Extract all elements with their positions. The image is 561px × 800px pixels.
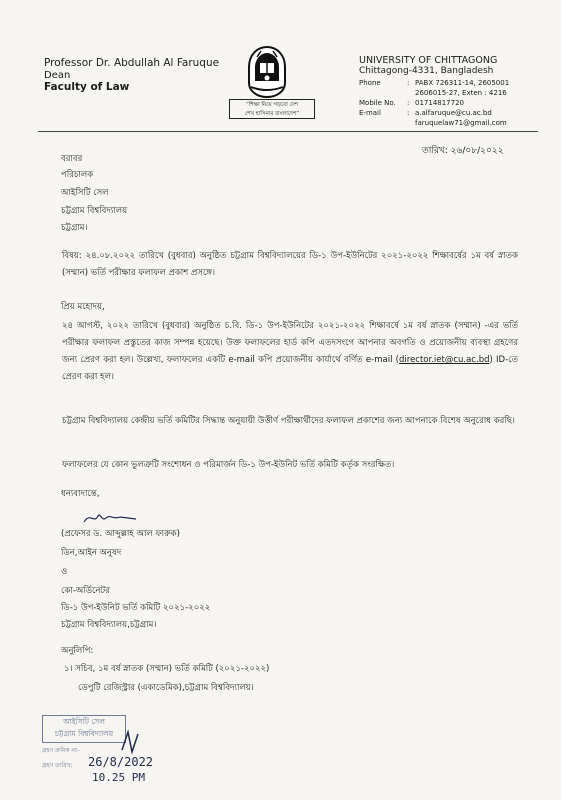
copy-to-heading: অনুলিপি: xyxy=(61,646,94,656)
dean-designation: Dean xyxy=(44,70,71,81)
stamp-initials-icon xyxy=(118,728,142,756)
signatory-role: কো-অর্ডিনেটর xyxy=(61,586,110,596)
university-address: Chittagong-4331, Bangladesh xyxy=(359,66,494,76)
signatory-name: (প্রফেসর ড. আব্দুল্লাহ আল ফারুক) xyxy=(61,529,180,539)
copy-to-item: ১। সচিব, ১ম বর্ষ স্নাতক (সম্মান) ভর্তি কমিটি (২০২১-২০২২) xyxy=(64,664,270,674)
recipient-line: আইসিটি সেল xyxy=(61,188,109,198)
contact-row: Mobile No. : 01714817720 xyxy=(359,99,464,107)
contact-row: E-mail : a.alfaruque@cu.ac.bd xyxy=(359,109,492,117)
recipient-line: পরিচালক xyxy=(61,170,94,180)
faculty-name: Faculty of Law xyxy=(44,81,130,93)
signatory-university: চট্টগ্রাম বিশ্ববিদ্যালয়,চট্টগ্রাম। xyxy=(61,620,157,630)
motto-line-1: “শিক্ষা নিয়ে গড়বো দেশ xyxy=(245,102,299,108)
director-email-link[interactable]: director.iet@cu.ac.bd xyxy=(399,355,490,365)
signature-icon xyxy=(80,508,140,528)
contact-row: Phone : PABX 726311-14, 2605001 xyxy=(359,79,510,87)
salutation: প্রিয় মহোদয়, xyxy=(61,302,105,312)
subject-line: বিষয়: ২৪.০৮.২০২২ তারিখে (বুধবার) অনুষ্ঠিত চট্টগ্রাম বিশ্ববিদ্যালয়ের ডি-১ উপ-ইউনিটের ২০২১-২০২২ শিক্ষাবর্ষের ১ম বর্ষ স্নাতক (সম্মান) ভর্তি পরীক্ষার ফলাফল প্রকাশ প্রসঙ্গে। xyxy=(62,251,518,278)
recipient-line: বরাবর xyxy=(61,154,83,164)
signatory-and: ও xyxy=(61,567,68,577)
letterhead-divider xyxy=(38,131,538,132)
body-paragraph-1: ২৪ আগস্ট, ২০২২ তারিখে (বুধবার) অনুষ্ঠিত চ.বি. ডি-১ উপ-ইউনিটের ২০২১-২০২২ শিক্ষাবর্ষে ১ম বর্ষ স্নাতক (সম্মান) -এর ভর্তি পরীক্ষার ফলাফল প্রস্তুতের কাজ সম্পন্ন হয়েছে। উক্ত ফলাফলের হার্ড কপি এতদসংগে আপনার অবগতি ও প্রয়োজনীয় ব্যবস্থা গ্রহণের জন্য প্রেরণ করা হল। উল্লেখ্য, ফলাফলের একটি e-mail কপি প্রয়োজনীয় কার্যার্থে বর্ণিত e-mail (director.iet@cu.ac.bd) ID-তে প্রেরণ করা হল। xyxy=(62,321,518,382)
stamp-line-1: আইসিটি সেল xyxy=(63,717,105,726)
recipient-line: চট্টগ্রাম বিশ্ববিদ্যালয় xyxy=(61,206,128,216)
body-paragraph-3: ফলাফলের যে কোন ভুলত্রুটি সংশোধন ও পরিমার্জন ডি-১ উপ-ইউনিট ভর্তি কমিটি কর্তৃক সংরক্ষিত। xyxy=(62,460,395,470)
contact-row: 2606015-27, Exten : 4216 xyxy=(415,89,507,97)
stamp-date-label: গ্রহণ তারিখ: xyxy=(42,762,73,769)
receipt-stamp xyxy=(42,715,126,743)
signatory-title: ডিন,আইন অনুষদ xyxy=(61,548,122,558)
copy-to-item-line-2: ডেপুটি রেজিস্ট্রার (একাডেমিক),চট্টগ্রাম বিশ্ববিদ্যালয়। xyxy=(78,683,254,693)
stamp-serial-label: গ্রহণ ক্রমিক নং- xyxy=(42,747,80,754)
motto-box xyxy=(229,99,315,119)
body-paragraph-2: চট্টগ্রাম বিশ্ববিদ্যালয় কেন্দ্রীয় ভর্তি কমিটির সিদ্ধান্ত অনুযায়ী উত্তীর্ণ পরীক্ষার্থীদের ফলাফল প্রকাশের জন্য আপনাকে বিশেষ অনুরোধ করছি। xyxy=(62,416,515,426)
closing: ধন্যবাদান্তে, xyxy=(61,489,100,499)
stamp-line-2: চট্টগ্রাম বিশ্ববিদ্যালয় xyxy=(54,729,114,738)
dean-name: Professor Dr. Abdullah Al Faruque xyxy=(44,57,220,69)
stamp-handwritten-date: 26/8/2022 xyxy=(88,755,154,769)
recipient-line: চট্টগ্রাম। xyxy=(61,223,88,233)
university-name: UNIVERSITY OF CHITTAGONG xyxy=(359,55,498,66)
stamp-handwritten-time: 10.25 PM xyxy=(92,771,145,784)
signatory-committee: ডি-১ উপ-ইউনিট ভর্তি কমিটি ২০২১-২০২২ xyxy=(61,603,211,613)
contact-row: faruquelaw71@gmail.com xyxy=(415,119,507,127)
letter-date: তারিখ: ২৬/০৮/২০২২ xyxy=(422,146,504,156)
university-logo-icon xyxy=(243,45,291,99)
motto-line-2: শেখ হাসিনার বাংলাদেশ” xyxy=(244,111,300,117)
